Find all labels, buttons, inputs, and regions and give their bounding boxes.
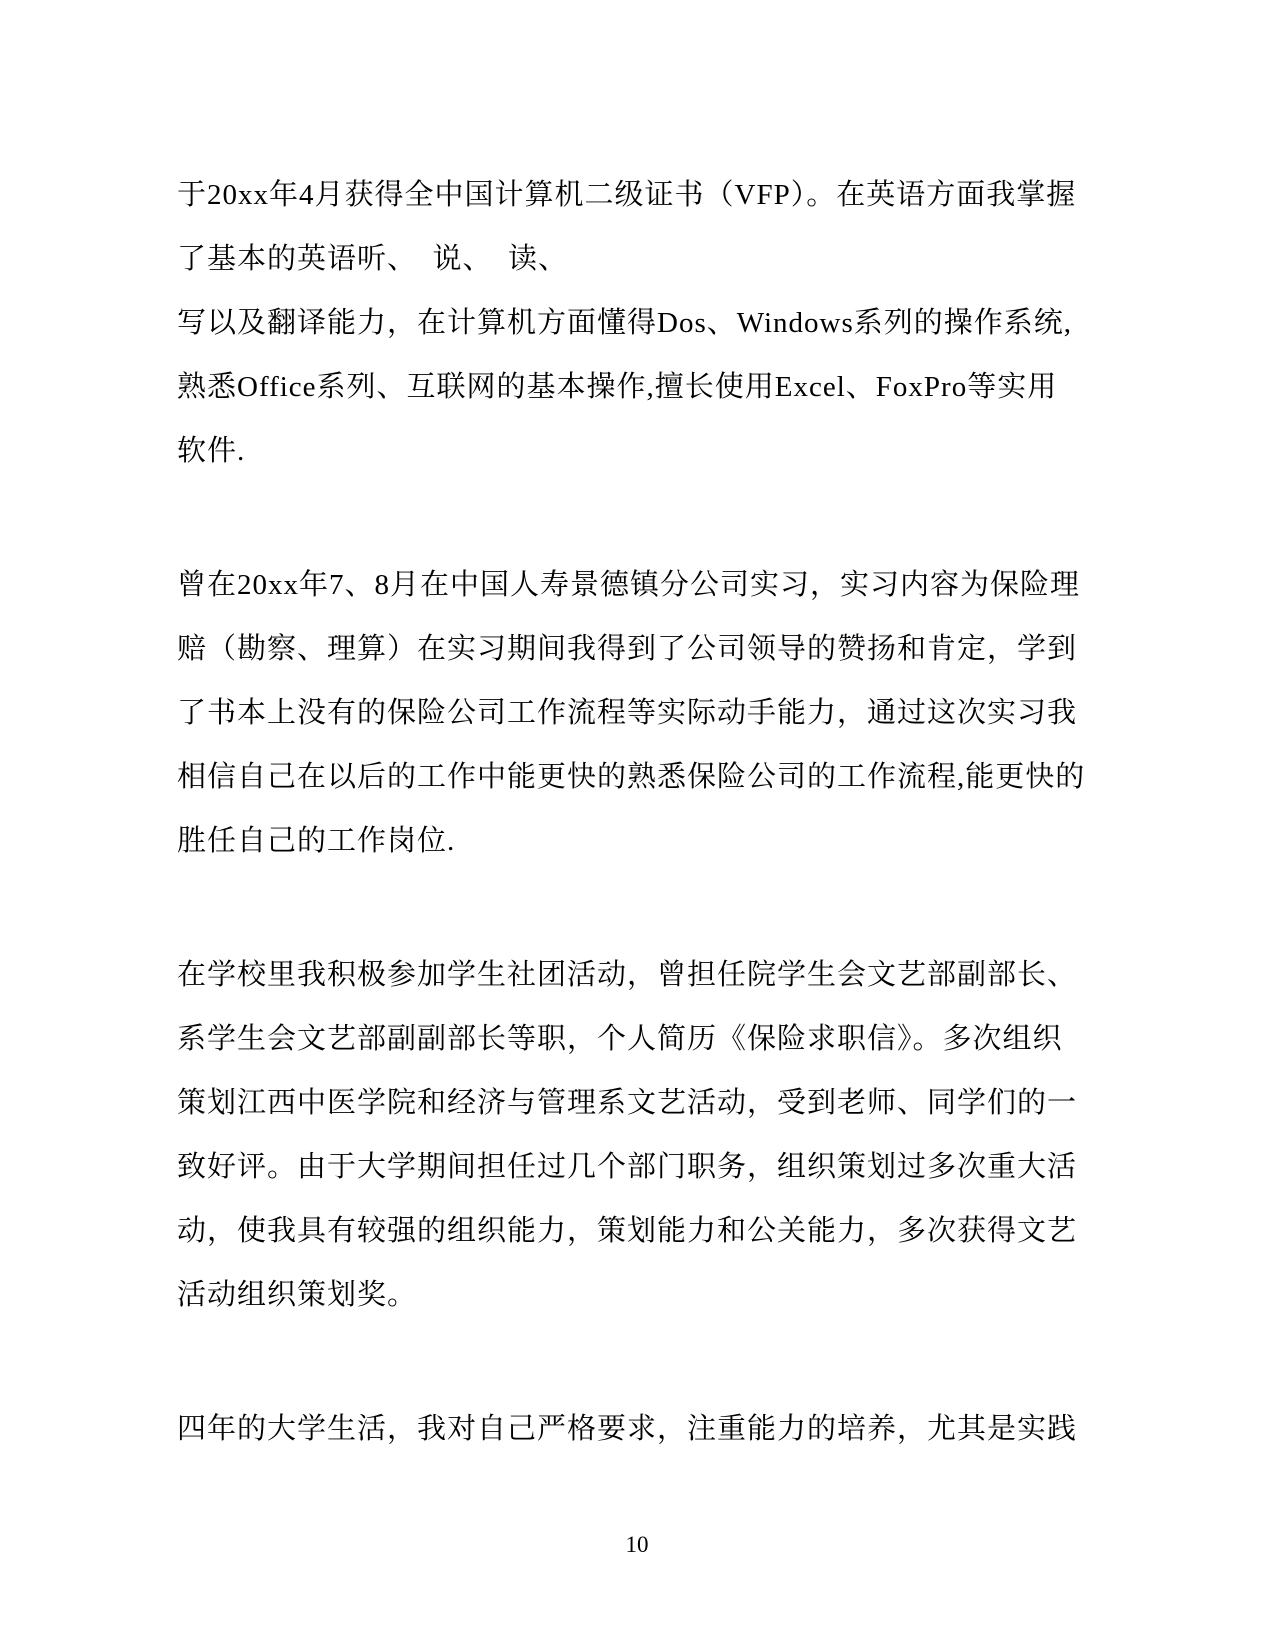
text-line: 于20xx年4月获得全中国计算机二级证书（VFP）。在英语方面我掌握 <box>177 178 1077 211</box>
text-line: 系学生会文艺部副副部长等职，个人简历《保险求职信》。多次组织 <box>177 1022 1063 1055</box>
paragraph-closing <box>177 1394 1078 1458</box>
document-body <box>177 160 1086 1458</box>
text-line: 胜任自己的工作岗位. <box>177 824 456 857</box>
paragraph-campus-activities <box>177 940 1078 1324</box>
text-line: 写以及翻译能力，在计算机方面懂得Dos、Windows系列的操作系统, <box>177 306 1072 339</box>
text-line: 了书本上没有的保险公司工作流程等实际动手能力，通过这次实习我 <box>177 696 1078 729</box>
text-line: 四年的大学生活，我对自己严格要求，注重能力的培养，尤其是实践 <box>177 1412 1078 1445</box>
text-line: 动，使我具有较强的组织能力，策划能力和公关能力，多次获得文艺 <box>177 1214 1078 1247</box>
text-line: 软件. <box>177 434 246 467</box>
text-line: 在学校里我积极参加学生社团活动，曾担任院学生会文艺部副部长、 <box>177 958 1078 991</box>
text-line: 策划江西中医学院和经济与管理系文艺活动，受到老师、同学们的一 <box>177 1086 1078 1119</box>
text-line: 了基本的英语听、 说、 读、 <box>177 242 569 275</box>
paragraph-computer-english-skills <box>177 160 1077 480</box>
text-line: 曾在20xx年7、8月在中国人寿景德镇分公司实习，实习内容为保险理 <box>177 568 1081 601</box>
text-line: 活动组织策划奖。 <box>177 1278 418 1311</box>
text-line: 致好评。由于大学期间担任过几个部门职务，组织策划过多次重大活 <box>177 1150 1078 1183</box>
text-line: 赔（勘察、理算）在实习期间我得到了公司领导的赞扬和肯定，学到 <box>177 632 1078 665</box>
page-number: 10 <box>625 1532 649 1557</box>
paragraph-internship-experience <box>177 550 1086 870</box>
text-line: 熟悉Office系列、互联网的基本操作,擅长使用Excel、FoxPro等实用 <box>177 370 1058 403</box>
text-line: 相信自己在以后的工作中能更快的熟悉保险公司的工作流程,能更快的 <box>177 760 1086 793</box>
page-footer <box>0 1532 1274 1558</box>
